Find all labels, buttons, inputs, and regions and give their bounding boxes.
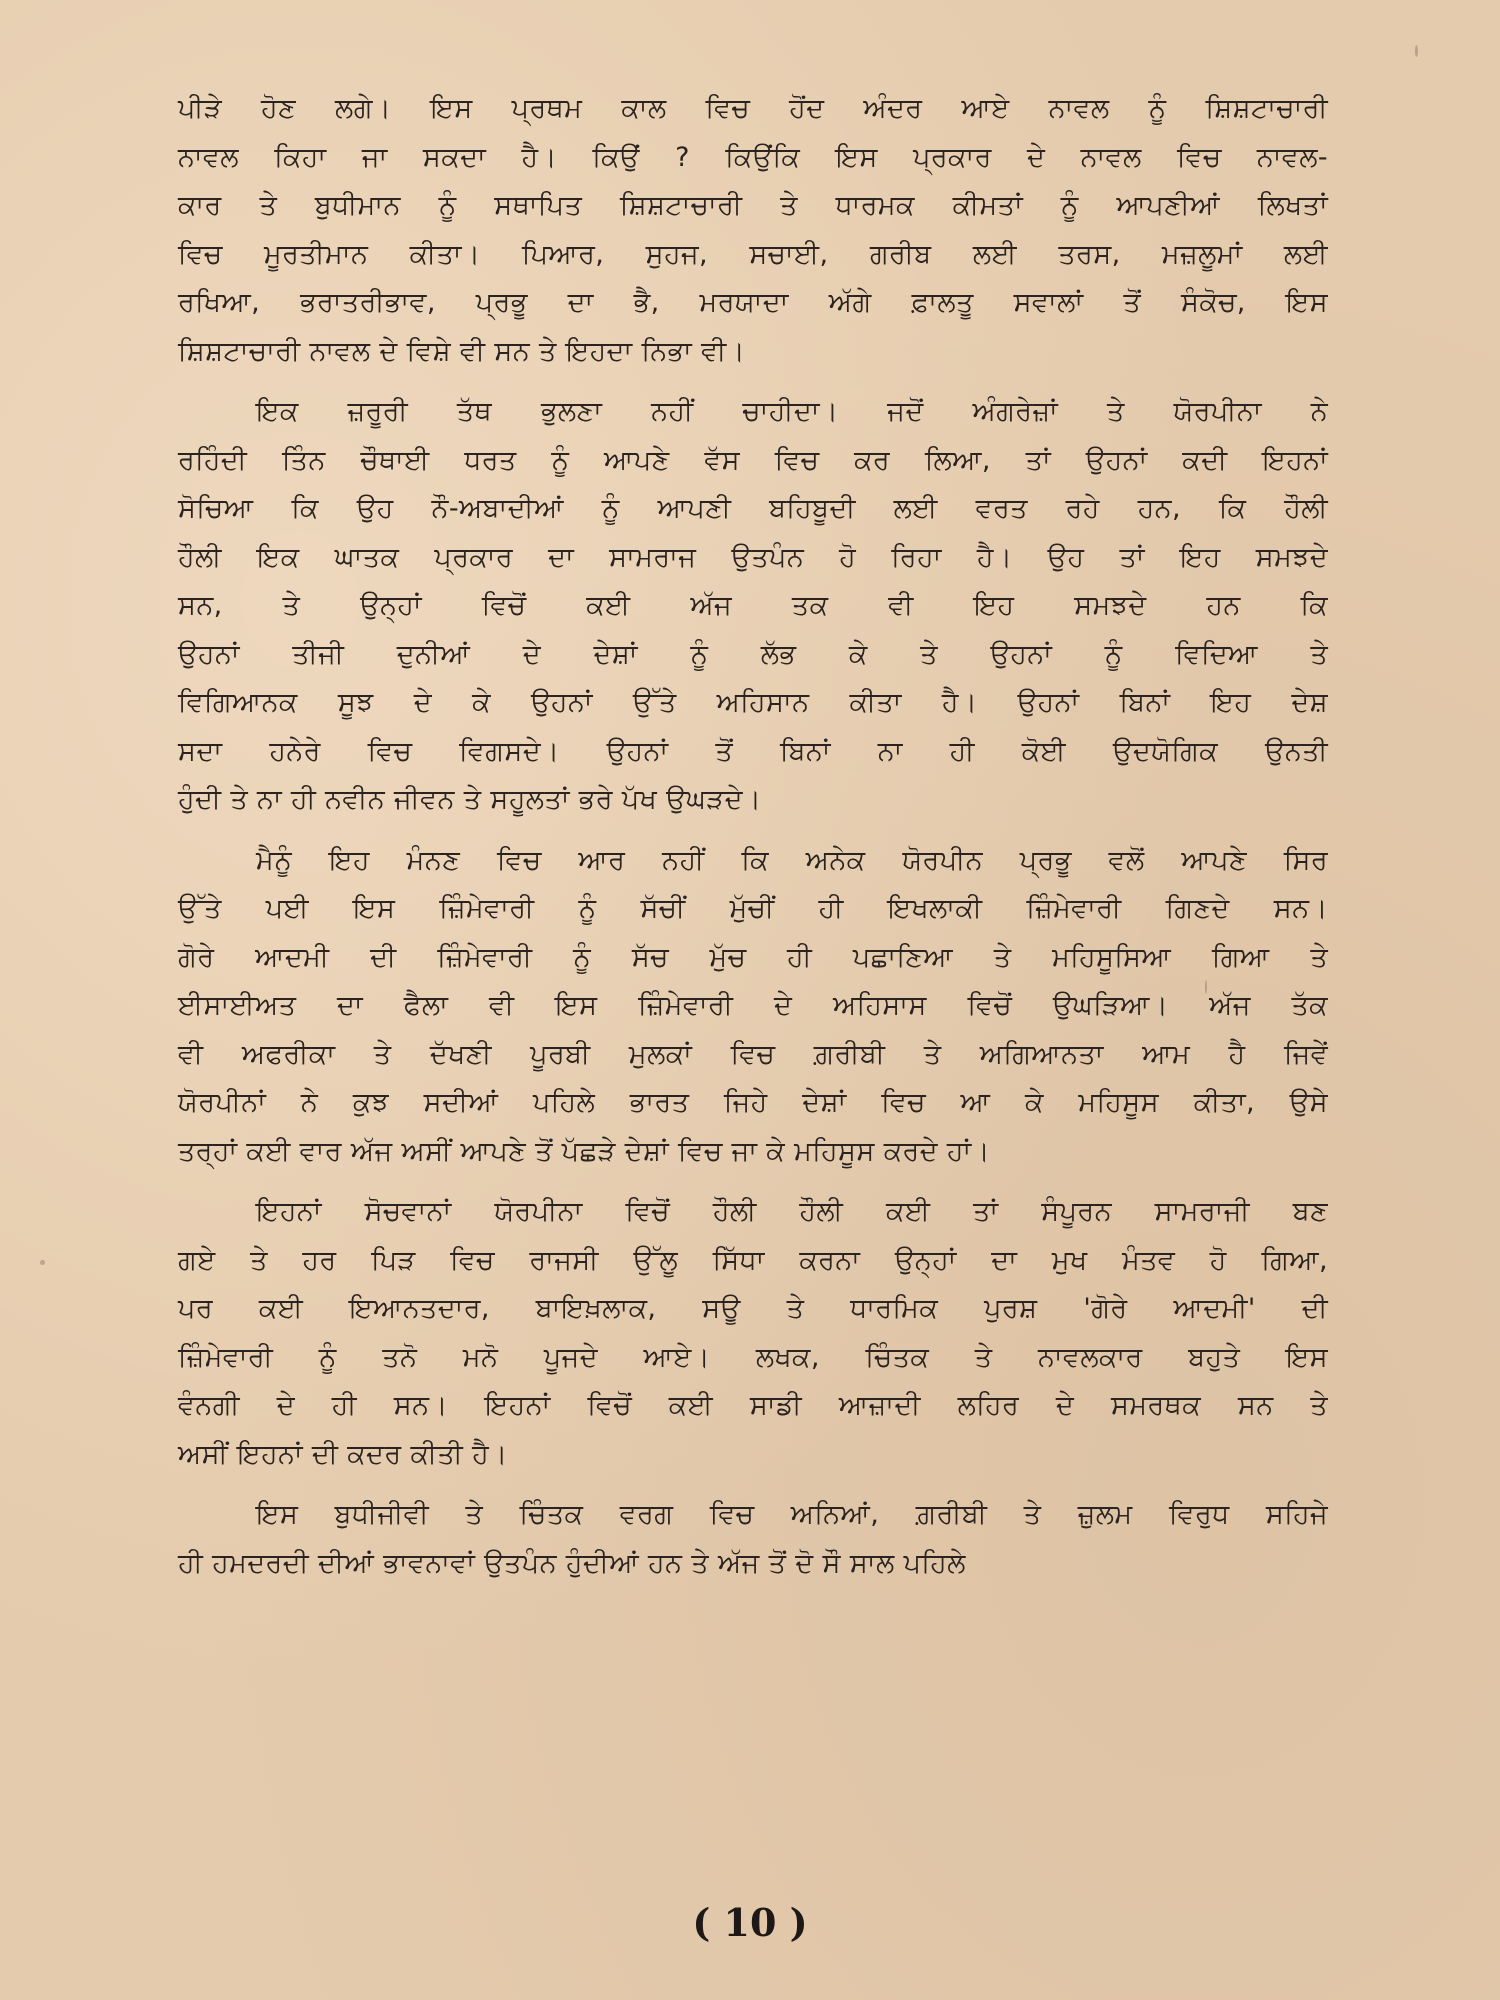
text-line: ਸਦਾ ਹਨੇਰੇ ਵਿਚ ਵਿਗਸਦੇ। ਉਹਨਾਂ ਤੋਂ ਬਿਨਾਂ ਨਾ ਹੀ ਕੋਈ ਉਦਯੋਗਿਕ ਉਨਤੀ <box>178 735 1328 767</box>
text-line: ਗੋਰੇ ਆਦਮੀ ਦੀ ਜ਼ਿੰਮੇਵਾਰੀ ਨੂੰ ਸੱਚ ਮੁੱਚ ਹੀ ਪਛਾਣਿਆ ਤੇ ਮਹਿਸੂਸਿਆ ਗਿਆ ਤੇ <box>178 941 1328 973</box>
text-line: ਈਸਾਈਅਤ ਦਾ ਫੈਲਾ ਵੀ ਇਸ ਜ਼ਿੰਮੇਵਾਰੀ ਦੇ ਅਹਿਸਾਸ ਵਿਚੋਂ ਉਘੜਿਆ। ਅੱਜ ਤੱਕ <box>178 990 1328 1021</box>
text-line: ਰਖਿਆ, ਭਰਾਤਰੀਭਾਵ, ਪ੍ਰਭੂ ਦਾ ਭੈ, ਮਰਯਾਦਾ ਅੱਗੇ ਫ਼ਾਲਤੂ ਸਵਾਲਾਂ ਤੋਂ ਸੰਕੋਚ, ਇਸ <box>178 287 1328 318</box>
paragraph <box>178 85 1328 376</box>
text-line: ਸਨ, ਤੇ ਉਨ੍ਹਾਂ ਵਿਚੋਂ ਕਈ ਅੱਜ ਤਕ ਵੀ ਇਹ ਸਮਝਦੇ ਹਨ ਕਿ <box>178 590 1328 621</box>
text-line: ਵੀ ਅਫਰੀਕਾ ਤੇ ਦੱਖਣੀ ਪੂਰਬੀ ਮੁਲਕਾਂ ਵਿਚ ਗ਼ਰੀਬੀ ਤੇ ਅਗਿਆਨਤਾ ਆਮ ਹੈ ਜਿਵੇਂ <box>178 1038 1328 1070</box>
text-line: ਹੁੰਦੀ ਤੇ ਨਾ ਹੀ ਨਵੀਨ ਜੀਵਨ ਤੇ ਸਹੂਲਤਾਂ ਭਰੇ ਪੱਖ ਉਘੜਦੇ। <box>178 784 762 815</box>
text-line: ਰਹਿੰਦੀ ਤਿੰਨ ਚੌਥਾਈ ਧਰਤ ਨੂੰ ਆਪਣੇ ਵੱਸ ਵਿਚ ਕਰ ਲਿਆ, ਤਾਂ ਉਹਨਾਂ ਕਦੀ ਇਹਨਾਂ <box>178 444 1328 476</box>
paper-speck <box>40 1260 45 1265</box>
paragraph <box>178 837 1328 1177</box>
text-line: ਤਰ੍ਹਾਂ ਕਈ ਵਾਰ ਅੱਜ ਅਸੀਂ ਆਪਣੇ ਤੋਂ ਪੱਛੜੇ ਦੇਸ਼ਾਂ ਵਿਚ ਜਾ ਕੇ ਮਹਿਸੂਸ ਕਰਦੇ ਹਾਂ। <box>178 1135 991 1167</box>
text-line: ਮੈਨੂੰ ਇਹ ਮੰਨਣ ਵਿਚ ਆਰ ਨਹੀਂ ਕਿ ਅਨੇਕ ਯੋਰਪੀਨ ਪ੍ਰਭੂ ਵਲੋਂ ਆਪਣੇ ਸਿਰ <box>256 844 1328 876</box>
text-line: ਉਹਨਾਂ ਤੀਜੀ ਦੁਨੀਆਂ ਦੇ ਦੇਸ਼ਾਂ ਨੂੰ ਲੱਭ ਕੇ ਤੇ ਉਹਨਾਂ ਨੂੰ ਵਿਦਿਆ ਤੇ <box>178 638 1328 670</box>
text-line: ਹੀ ਹਮਦਰਦੀ ਦੀਆਂ ਭਾਵਨਾਵਾਂ ਉਤਪੰਨ ਹੁੰਦੀਆਂ ਹਨ ਤੇ ਅੱਜ ਤੋਂ ਦੋ ਸੌ ਸਾਲ ਪਹਿਲੇ <box>178 1547 966 1579</box>
paper-speck <box>1415 45 1418 57</box>
text-line: ਉੱਤੇ ਪਈ ਇਸ ਜ਼ਿੰਮੇਵਾਰੀ ਨੂੰ ਸੱਚੀਂ ਮੁੱਚੀਂ ਹੀ ਇਖਲਾਕੀ ਜ਼ਿੰਮੇਵਾਰੀ ਗਿਣਦੇ ਸਨ। <box>178 893 1328 924</box>
text-line: ਯੋਰਪੀਨਾਂ ਨੇ ਕੁਝ ਸਦੀਆਂ ਪਹਿਲੇ ਭਾਰਤ ਜਿਹੇ ਦੇਸ਼ਾਂ ਵਿਚ ਆ ਕੇ ਮਹਿਸੂਸ ਕੀਤਾ, ਉਸੇ <box>178 1087 1328 1118</box>
text-line: ਸੋਚਿਆ ਕਿ ਉਹ ਨੌ-ਅਬਾਦੀਆਂ ਨੂੰ ਆਪਣੀ ਬਹਿਬੂਦੀ ਲਈ ਵਰਤ ਰਹੇ ਹਨ, ਕਿ ਹੌਲੀ <box>178 493 1328 524</box>
text-line: ਵਿਗਿਆਨਕ ਸੂਝ ਦੇ ਕੇ ਉਹਨਾਂ ਉੱਤੇ ਅਹਿਸਾਨ ਕੀਤਾ ਹੈ। ਉਹਨਾਂ ਬਿਨਾਂ ਇਹ ਦੇਸ਼ <box>178 687 1328 718</box>
text-line: ਨਾਵਲ ਕਿਹਾ ਜਾ ਸਕਦਾ ਹੈ। ਕਿਉਂ ? ਕਿਉਂਕਿ ਇਸ ਪ੍ਰਕਾਰ ਦੇ ਨਾਵਲ ਵਿਚ ਨਾਵਲ- <box>178 141 1328 173</box>
text-line: ਸ਼ਿਸ਼ਟਾਚਾਰੀ ਨਾਵਲ ਦੇ ਵਿਸ਼ੇ ਵੀ ਸਨ ਤੇ ਇਹਦਾ ਨਿਭਾ ਵੀ। <box>178 335 746 367</box>
text-line: ਕਾਰ ਤੇ ਬੁਧੀਮਾਨ ਨੂੰ ਸਥਾਪਿਤ ਸ਼ਿਸ਼ਟਾਚਾਰੀ ਤੇ ਧਾਰਮਕ ਕੀਮਤਾਂ ਨੂੰ ਆਪਣੀਆਂ ਲਿਖਤਾਂ <box>178 190 1328 221</box>
text-line: ਇਸ ਬੁਧੀਜੀਵੀ ਤੇ ਚਿੰਤਕ ਵਰਗ ਵਿਚ ਅਨਿਆਂ, ਗ਼ਰੀਬੀ ਤੇ ਜ਼ੁਲਮ ਵਿਰੁਧ ਸਹਿਜੇ <box>256 1499 1328 1530</box>
paragraph <box>178 1491 1328 1588</box>
text-line: ਪਰ ਕਈ ਇਆਨਤਦਾਰ, ਬਾਇਖ਼ਲਾਕ, ਸਊ ਤੇ ਧਾਰਮਿਕ ਪੁਰਸ਼ 'ਗੋਰੇ ਆਦਮੀ' ਦੀ <box>178 1293 1328 1324</box>
text-line: ਵਿਚ ਮੂਰਤੀਮਾਨ ਕੀਤਾ। ਪਿਆਰ, ਸੁਹਜ, ਸਚਾਈ, ਗਰੀਬ ਲਈ ਤਰਸ, ਮਜ਼ਲੂਮਾਂ ਲਈ <box>178 238 1328 270</box>
text-line: ਗਏ ਤੇ ਹਰ ਪਿੜ ਵਿਚ ਰਾਜਸੀ ਉੱਲੂ ਸਿੱਧਾ ਕਰਨਾ ਉਨ੍ਹਾਂ ਦਾ ਮੁਖ ਮੰਤਵ ਹੋ ਗਿਆ, <box>178 1244 1328 1276</box>
text-line: ਜ਼ਿੰਮੇਵਾਰੀ ਨੂੰ ਤਨੋ ਮਨੋ ਪੂਜਦੇ ਆਏ। ਲਖਕ, ਚਿੰਤਕ ਤੇ ਨਾਵਲਕਾਰ ਬਹੁਤੇ ਇਸ <box>178 1341 1328 1373</box>
text-line: ਅਸੀਂ ਇਹਨਾਂ ਦੀ ਕਦਰ ਕੀਤੀ ਹੈ। <box>178 1438 508 1470</box>
text-line: ਵੰਨਗੀ ਦੇ ਹੀ ਸਨ। ਇਹਨਾਂ ਵਿਚੋਂ ਕਈ ਸਾਡੀ ਆਜ਼ਾਦੀ ਲਹਿਰ ਦੇ ਸਮਰਥਕ ਸਨ ਤੇ <box>178 1390 1328 1421</box>
paragraph <box>178 388 1328 825</box>
text-line: ਹੌਲੀ ਇਕ ਘਾਤਕ ਪ੍ਰਕਾਰ ਦਾ ਸਾਮਰਾਜ ਉਤਪੰਨ ਹੋ ਰਿਹਾ ਹੈ। ਉਹ ਤਾਂ ਇਹ ਸਮਝਦੇ <box>178 541 1328 573</box>
paragraph <box>178 1188 1328 1479</box>
text-line: ਪੀੜੇ ਹੋਣ ਲਗੇ। ਇਸ ਪ੍ਰਥਮ ਕਾਲ ਵਿਚ ਹੋਂਦ ਅੰਦਰ ਆਏ ਨਾਵਲ ਨੂੰ ਸ਼ਿਸ਼ਟਾਚਾਰੀ <box>178 93 1328 124</box>
text-line: ਇਹਨਾਂ ਸੋਚਵਾਨਾਂ ਯੋਰਪੀਨਾ ਵਿਚੋਂ ਹੌਲੀ ਹੌਲੀ ਕਈ ਤਾਂ ਸੰਪੂਰਨ ਸਾਮਰਾਜੀ ਬਣ <box>256 1196 1328 1227</box>
text-line: ਇਕ ਜ਼ਰੂਰੀ ਤੱਥ ਭੁਲਣਾ ਨਹੀਂ ਚਾਹੀਦਾ। ਜਦੋਂ ਅੰਗਰੇਜ਼ਾਂ ਤੇ ਯੋਰਪੀਨਾ ਨੇ <box>256 396 1328 427</box>
page-number: ( 10 ) <box>692 1900 808 1945</box>
page-body-text <box>178 85 1328 1600</box>
